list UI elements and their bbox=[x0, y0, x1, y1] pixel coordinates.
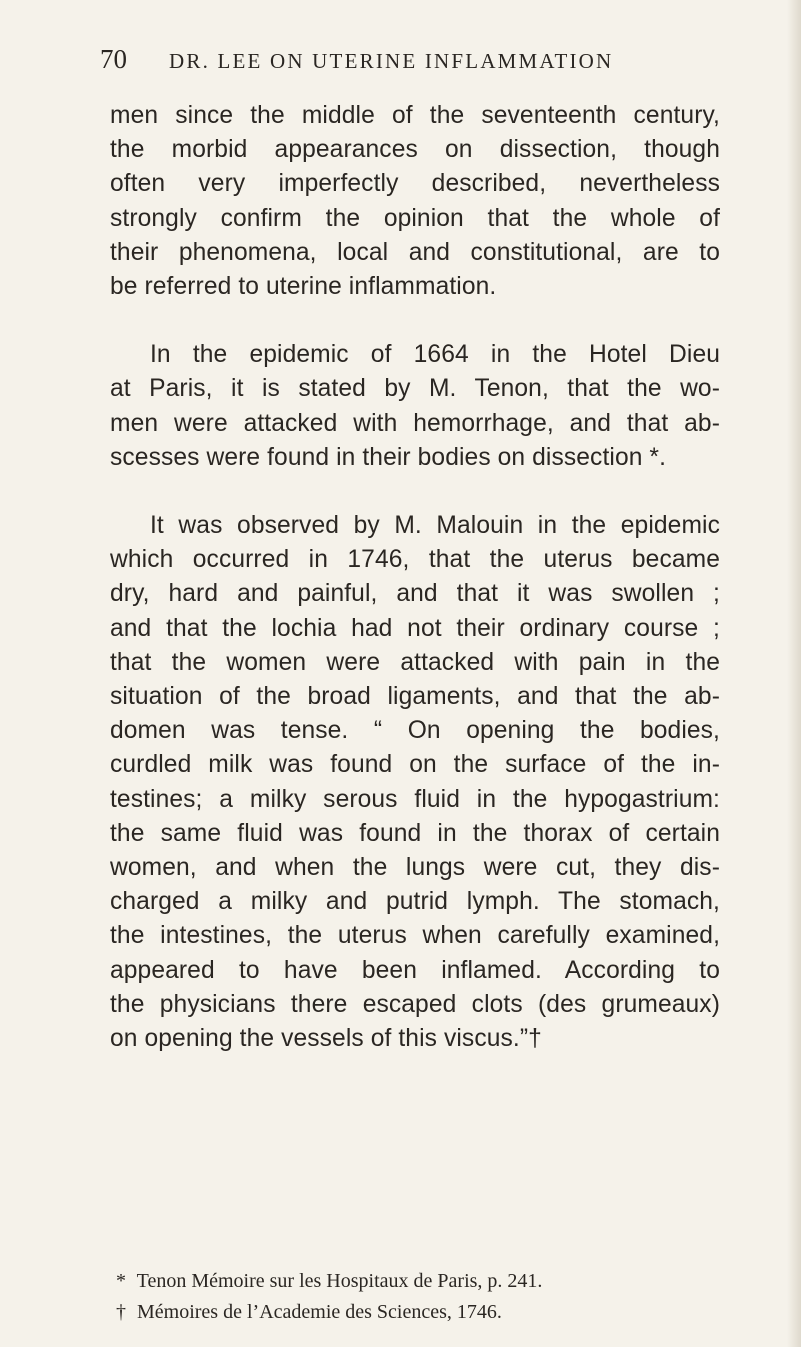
text-line: that the women were attacked with pain in the bbox=[110, 648, 720, 676]
running-head bbox=[100, 44, 700, 84]
text-line: men since the middle of the seventeenth century, bbox=[110, 102, 720, 129]
text-line: the same fluid was found in the thorax of certain bbox=[110, 819, 720, 847]
body-text bbox=[110, 99, 720, 1056]
text-line: their phenomena, local and constitutional, are to bbox=[110, 238, 720, 266]
footnote-1 bbox=[110, 1266, 720, 1297]
text-line: scesses were found in their bodies on dissection *. bbox=[110, 443, 667, 471]
footnote-mark: † bbox=[116, 1301, 126, 1323]
text-line: situation of the broad ligaments, and that the ab- bbox=[110, 683, 720, 711]
text-line: and that the lochia had not their ordinary course ; bbox=[110, 614, 720, 642]
text-line: curdled milk was found on the surface of the in- bbox=[110, 751, 720, 779]
paragraph-gap bbox=[110, 475, 720, 509]
paragraph-1 bbox=[110, 99, 720, 304]
text-line: the morbid appearances on dissection, though bbox=[110, 136, 720, 164]
text-line: dry, hard and painful, and that it was swollen ; bbox=[110, 580, 720, 608]
paragraph-2 bbox=[110, 338, 720, 475]
footnote-2 bbox=[110, 1297, 720, 1328]
footnotes bbox=[110, 1266, 720, 1328]
page-number: 70 bbox=[100, 44, 127, 74]
text-line: testines; a milky serous fluid in the hypogastrium: bbox=[110, 785, 720, 813]
text-line: charged a milky and putrid lymph. The stomach, bbox=[110, 888, 720, 916]
text-line: the physicians there escaped clots (des grumeaux) bbox=[110, 990, 720, 1018]
text-line: In the epidemic of 1664 in the Hotel Dieu bbox=[150, 341, 720, 369]
text-line: It was observed by M. Malouin in the epidemic bbox=[150, 512, 720, 540]
footnote-mark: * bbox=[116, 1270, 126, 1292]
footnote-text: Tenon Mémoire sur les Hospitaux de Paris, p. 241. bbox=[136, 1270, 543, 1292]
text-line: which occurred in 1746, that the uterus became bbox=[110, 546, 720, 574]
text-line: domen was tense. “ On opening the bodies, bbox=[110, 717, 720, 745]
text-line: men were attacked with hemorrhage, and that ab- bbox=[110, 409, 720, 437]
page-edge-shadow bbox=[787, 0, 801, 1347]
text-line: be referred to uterine inflammation. bbox=[110, 273, 497, 301]
text-line: on opening the vessels of this viscus.”† bbox=[110, 1025, 542, 1053]
text-line: strongly confirm the opinion that the whole of bbox=[110, 204, 720, 232]
text-line: women, and when the lungs were cut, they dis- bbox=[110, 854, 720, 882]
paragraph-gap bbox=[110, 304, 720, 338]
paragraph-3 bbox=[110, 509, 720, 1056]
text-line: the intestines, the uterus when carefully examined, bbox=[110, 922, 720, 950]
text-line: often very imperfectly described, nevertheless bbox=[110, 170, 720, 198]
footnote-text: Mémoires de l’Academie des Sciences, 1746. bbox=[137, 1301, 502, 1323]
text-line: appeared to have been inflamed. According to bbox=[110, 956, 720, 984]
running-title: DR. LEE ON UTERINE INFLAMMATION bbox=[169, 49, 614, 73]
text-line: at Paris, it is stated by M. Tenon, that the wo- bbox=[110, 375, 720, 403]
